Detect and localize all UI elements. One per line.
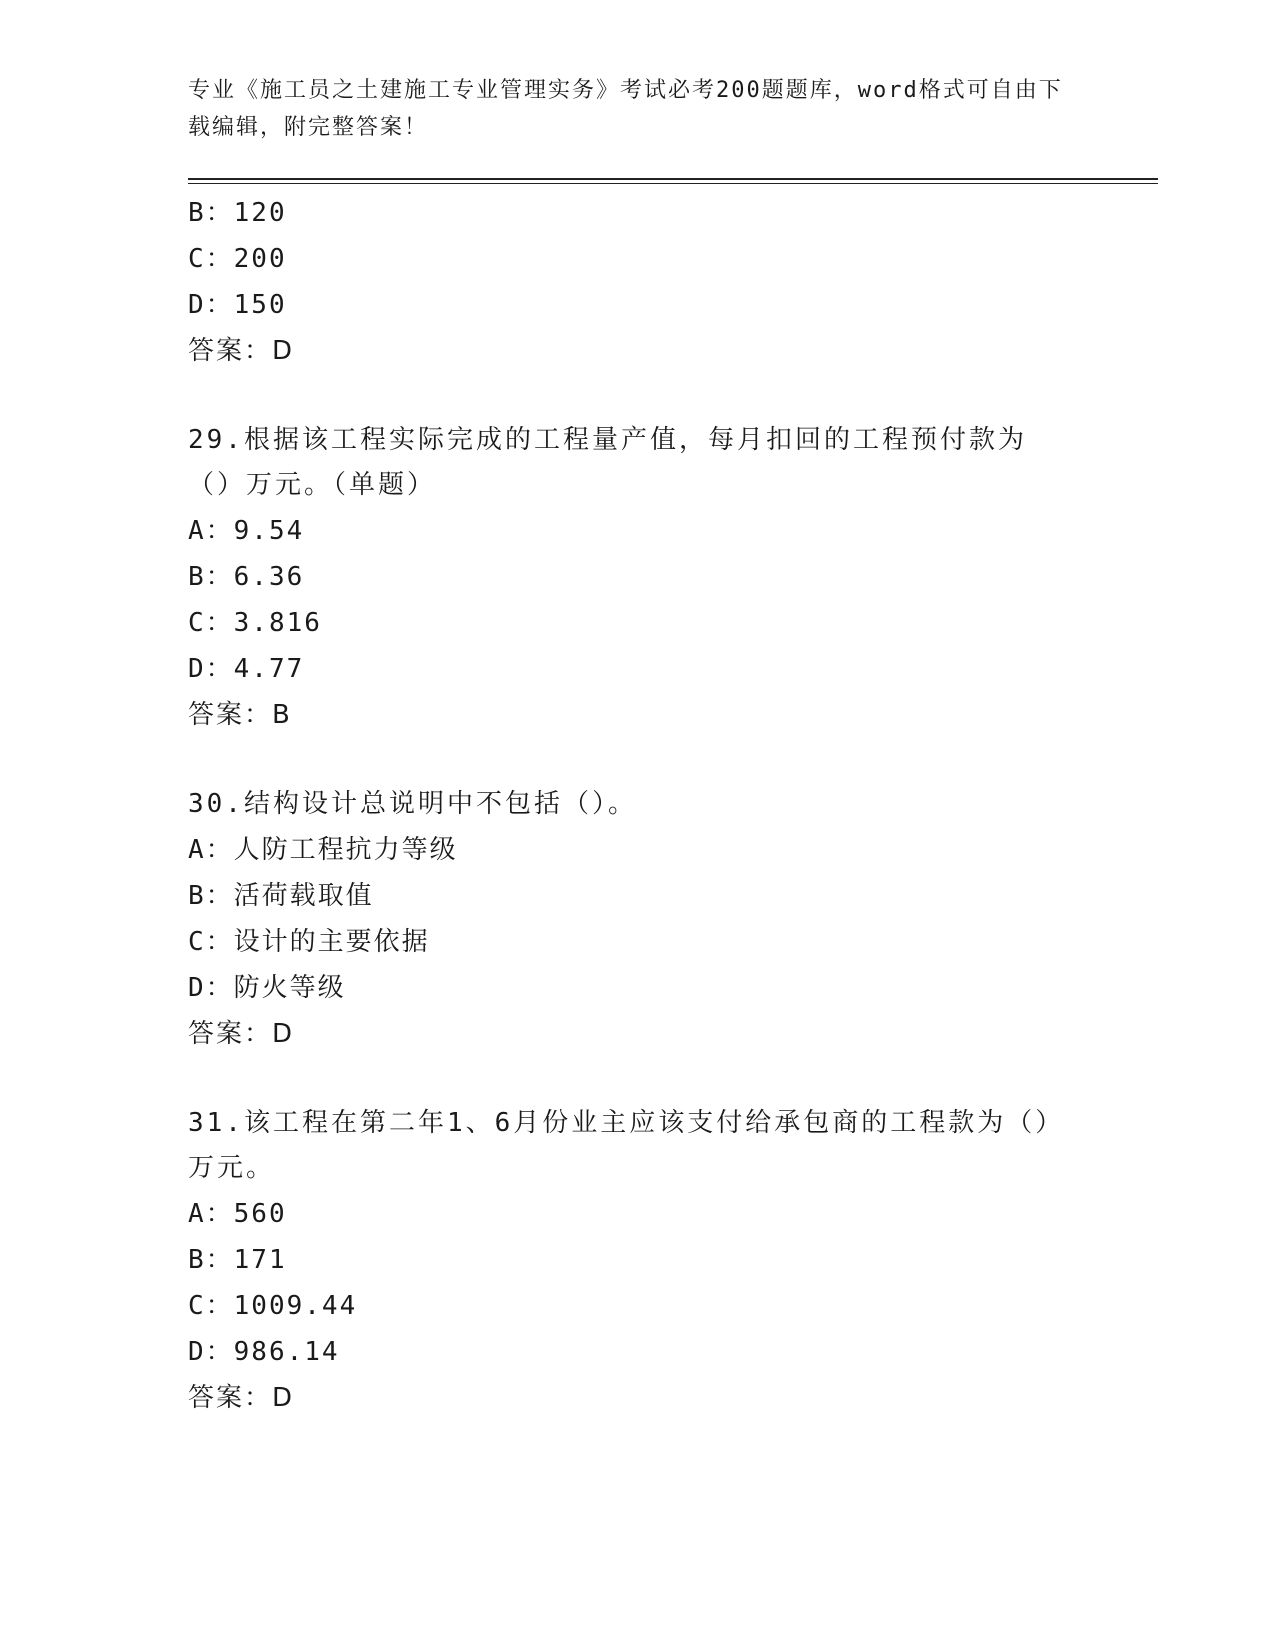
document-header: 专业《施工员之土建施工专业管理实务》考试必考200题题库，word格式可自由下载编辑，附完整答案！ [188,78,1063,140]
option-a: A：人防工程抗力等级 [188,835,458,865]
option-b: B：活荷载取值 [188,881,374,911]
header-divider [188,178,1158,184]
option-b: B：120 [188,198,287,228]
option-d: D：防火等级 [188,973,346,1003]
option-b: B：6.36 [188,562,305,592]
option-d: D：150 [188,290,287,320]
answer-line: 答案：B [188,700,292,730]
question-29 [188,418,1088,738]
question-stem: 29.根据该工程实际完成的工程量产值，每月扣回的工程预付款为（）万元。（单题） [188,425,1027,500]
question-stem: 31.该工程在第二年1、6月份业主应该支付给承包商的工程款为（）万元。 [188,1108,1065,1183]
answer-line: 答案：D [188,1019,295,1049]
document-body [188,190,1088,1421]
answer-line: 答案：D [188,1383,295,1413]
option-c: C：设计的主要依据 [188,927,430,957]
question-31 [188,1101,1088,1421]
question-30 [188,782,1088,1057]
option-b: B：171 [188,1245,287,1275]
option-a: A：560 [188,1199,287,1229]
option-c: C：3.816 [188,608,322,638]
option-d: D：986.14 [188,1337,340,1367]
option-c: C：200 [188,244,287,274]
question-stem: 30.结构设计总说明中不包括（）。 [188,789,637,819]
question-28-continuation [188,190,1088,374]
option-d: D：4.77 [188,654,305,684]
option-a: A：9.54 [188,516,305,546]
option-c: C：1009.44 [188,1291,358,1321]
answer-line: 答案：D [188,336,295,366]
